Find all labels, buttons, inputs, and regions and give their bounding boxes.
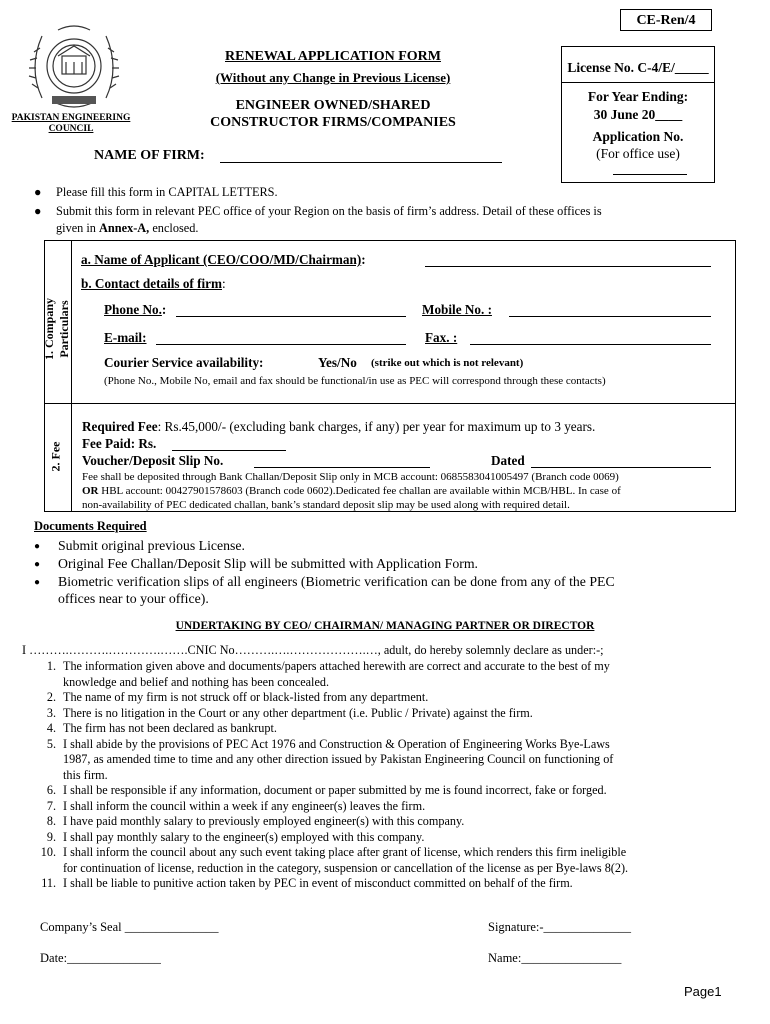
pec-logo <box>22 18 126 118</box>
documents-list: ● Submit original previous License. ● Original Fee Challan/Deposit Slip will be submitted with Application Form. ● Biometric verification slips of all engineers (Biometric verification can be done from any of the PEC offices near to your office). <box>34 538 615 606</box>
clause-text-line: The name of my firm is not struck off or black-listed from any department. <box>63 690 429 704</box>
year-ending-value[interactable]: 30 June 20____ <box>593 107 683 122</box>
clause-text <box>63 721 743 737</box>
section-divider <box>71 404 72 512</box>
page-number: Page1 <box>684 984 722 999</box>
clause-text-line: for continuation of license, reduction in the category, suspension or cancellation of the license as per Bye-laws 8(2). <box>63 860 629 875</box>
clause-text <box>63 876 743 892</box>
clause-text <box>63 783 743 799</box>
license-number[interactable]: License No. C-4/E/_____ <box>567 60 709 75</box>
firm-category-line-1: ENGINEER OWNED/SHARED <box>235 98 431 113</box>
form-title: RENEWAL APPLICATION FORM <box>225 49 441 64</box>
clause-text-line: I shall be liable to punitive action taken by PEC in event of misconduct committed on behalf of the firm. <box>63 876 573 890</box>
clause-text-line: I shall pay monthly salary to the engineer(s) employed with this company. <box>63 829 425 844</box>
clause-number: 5. <box>46 736 56 751</box>
phone-field[interactable] <box>176 316 406 317</box>
year-ending-label: For Year Ending: <box>587 89 689 104</box>
clause-number: 10. <box>40 845 56 859</box>
email-label: E-mail: <box>104 330 147 345</box>
company-particulars-label: 1. Company Particulars <box>42 298 71 361</box>
bullet-icon: ● <box>34 577 41 588</box>
license-info-box <box>561 46 715 183</box>
fee-section-label: 2. Fee <box>48 441 63 472</box>
clause-text <box>63 814 743 830</box>
fee-paid-field[interactable] <box>172 450 286 451</box>
clause-text-line: I have paid monthly salary to previously employed engineer(s) with this company. <box>63 814 465 828</box>
bullet-icon: ● <box>34 204 42 218</box>
clause-text-line: 1987, as amended time to time and any other direction issued by Pakistan Engineering Council on functioning of <box>63 752 614 766</box>
fax-label: Fax. : <box>425 330 458 345</box>
application-number-field <box>613 174 687 175</box>
courier-label: Courier Service availability: <box>104 355 264 370</box>
form-code-box: CE-Ren/4 <box>620 9 712 31</box>
document-item-continued: offices near to your office). <box>58 591 209 606</box>
clause-text-line: I shall inform the council about any such event taking place after grant of license, which renders this firm ineligible <box>63 845 627 859</box>
fee-deposit-note: Fee shall be deposited through Bank Challan/Deposit Slip only in MCB account: 0685583041005497 (Branch code 0069) OR HBL account: 00427901578603 (Branch code 0602).Dedicated fee challan are available within MCB/HBL. In case of non-availability of PEC dedicated challan, bank’s standard deposit slip may be used along with required detail. <box>82 471 621 511</box>
courier-note: (strike out which is not relevant) <box>371 357 524 369</box>
clause-text <box>63 799 743 815</box>
clause-number: 6. <box>46 783 56 797</box>
clause-text-line: The information given above and documents/papers attached herewith are correct and accurate to the best of my <box>63 659 610 673</box>
clause-text-line: The firm has not been declared as bankrupt. <box>63 721 277 735</box>
voucher-field[interactable] <box>254 467 430 468</box>
clause-text <box>63 830 743 846</box>
application-number-label: Application No. <box>592 129 684 144</box>
bullet-icon: ● <box>34 185 42 199</box>
voucher-label: Voucher/Deposit Slip No. <box>82 453 224 468</box>
name-of-firm-field[interactable] <box>220 162 502 163</box>
clause-number: 4. <box>46 721 56 735</box>
bullet-icon: ● <box>34 541 41 552</box>
instruction-item-continued: given in Annex-A, enclosed. <box>56 221 199 235</box>
clause-text-line: I shall be responsible if any information, document or paper submitted by me is found incorrect, fake or forged. <box>63 783 607 797</box>
instructions-list: ● Please fill this form in CAPITAL LETTERS. ● Submit this form in relevant PEC office of your Region on the basis of firm’s address. Detail of these offices is given in Annex-A, enclosed. <box>34 184 734 236</box>
fax-field[interactable] <box>470 344 711 345</box>
clause-text-line: I shall inform the council within a week if any engineer(s) leaves the firm. <box>63 798 426 813</box>
contact-details-label: b. Contact details of firm: <box>81 276 226 291</box>
clause-text <box>63 690 743 706</box>
clause-number: 9. <box>46 829 56 844</box>
name-field[interactable]: Name:________________ <box>488 951 622 965</box>
clause-number: 3. <box>46 705 56 720</box>
clause-text-line: I shall abide by the provisions of PEC Act 1976 and Construction & Operation of Engineering Works Bye-Laws <box>63 736 610 751</box>
mobile-field[interactable] <box>509 316 711 317</box>
undertaking-title: UNDERTAKING BY CEO/ CHAIRMAN/ MANAGING PARTNER OR DIRECTOR <box>175 620 595 632</box>
declaration-line: I ……….……….………….…….CNIC No……….….……………….…, adult, do hereby solemnly declare as under:-; <box>22 643 604 657</box>
clause-number: 8. <box>46 814 56 828</box>
company-seal-field[interactable]: Company’s Seal _______________ <box>40 920 219 934</box>
license-box-divider <box>562 82 714 83</box>
bullet-icon: ● <box>34 559 41 570</box>
applicant-name-label: a. Name of Applicant (CEO/COO/MD/Chairman): <box>81 252 366 267</box>
clause-text <box>63 706 743 722</box>
clause-text <box>63 737 743 784</box>
clause-number: 7. <box>46 798 56 813</box>
clause-number: 2. <box>46 690 56 704</box>
email-field[interactable] <box>156 344 406 345</box>
clause-text-line: There is no litigation in the Court or any other department (i.e. Public / Private) against the firm. <box>63 705 533 720</box>
firm-category-line-2: CONSTRUCTOR FIRMS/COMPANIES <box>210 115 456 130</box>
signature-field[interactable]: Signature:-______________ <box>488 920 632 934</box>
clause-text-line: knowledge and belief and nothing has been concealed. <box>63 674 329 689</box>
fee-paid-label: Fee Paid: Rs. <box>82 436 157 451</box>
contact-functional-note: (Phone No., Mobile No, email and fax should be functional/in use as PEC will correspond through these contacts) <box>104 375 606 387</box>
required-fee: Required Fee: Rs.45,000/- (excluding bank charges, if any) per year for maximum up to 3 years. <box>82 419 596 434</box>
courier-options[interactable]: Yes/No <box>318 355 357 370</box>
dated-label: Dated <box>491 453 525 468</box>
form-subtitle: (Without any Change in Previous License) <box>215 70 451 85</box>
clause-number: 1. <box>46 659 56 673</box>
mobile-label: Mobile No. : <box>422 302 492 317</box>
name-of-firm-label: NAME OF FIRM: <box>94 148 205 163</box>
council-name: PAKISTAN ENGINEERING COUNCIL <box>11 113 131 134</box>
clause-text <box>63 659 743 690</box>
dated-field[interactable] <box>531 467 711 468</box>
clause-text <box>63 845 743 876</box>
date-field[interactable]: Date:_______________ <box>40 951 161 965</box>
clause-number: 11. <box>41 876 56 890</box>
clause-text-line: this firm. <box>63 767 108 782</box>
phone-label: Phone No.: <box>104 302 167 317</box>
applicant-name-field[interactable] <box>425 266 711 267</box>
office-use-note: (For office use) <box>596 146 680 161</box>
documents-required-heading: Documents Required <box>34 519 147 533</box>
